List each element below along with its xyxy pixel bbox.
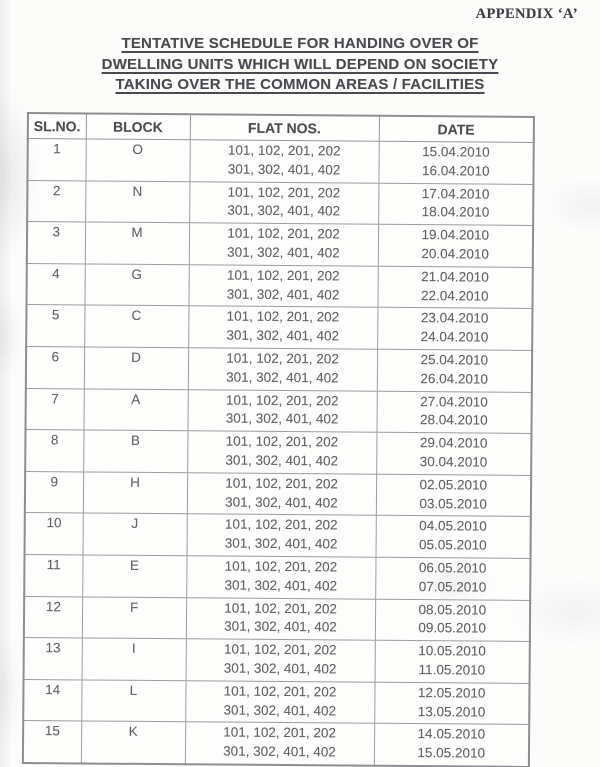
col-header-block: BLOCK [86,113,190,139]
date-line: 28.04.2010 [377,411,531,431]
cell-block: J [83,513,187,555]
flat-line: 101, 102, 201, 202 [186,640,374,660]
cell-flats [189,181,378,224]
col-header-date: DATE [379,115,534,142]
date-line: 23.04.2010 [378,309,532,329]
flat-line: 301, 302, 401, 402 [186,617,374,637]
cell-flats [186,638,375,681]
title-line-1: TENTATIVE SCHEDULE FOR HANDING OVER OF [121,34,478,55]
cell-flats [189,139,378,182]
cell-slno: 7 [26,388,84,430]
cell-flats [187,514,376,557]
table-row [24,637,530,683]
cell-flats [185,722,374,766]
date-line: 15.05.2010 [374,743,528,763]
cell-block: A [84,388,188,430]
table-row [25,429,531,475]
cell-block: N [85,180,189,222]
flat-line: 101, 102, 201, 202 [188,390,376,410]
date-line: 10.05.2010 [375,641,529,661]
cell-slno: 11 [24,554,82,596]
flat-line: 301, 302, 401, 402 [188,409,376,429]
cell-dates [375,557,530,600]
table-row [27,221,533,267]
cell-dates [378,141,533,184]
table-row [23,720,529,766]
col-header-slno: SL.NO. [28,113,86,139]
flat-line: 101, 102, 201, 202 [186,681,374,701]
cell-flats [188,347,377,390]
cell-dates [377,266,532,309]
flat-line: 101, 102, 201, 202 [190,141,378,161]
flat-line: 101, 102, 201, 202 [188,432,376,452]
table-row [24,596,530,642]
date-line: 09.05.2010 [375,619,529,639]
cell-dates [378,224,533,267]
date-line: 24.04.2010 [378,327,532,347]
date-line: 19.04.2010 [378,225,532,245]
flat-line: 101, 102, 201, 202 [189,224,377,244]
cell-slno: 6 [26,346,84,388]
flat-line: 301, 302, 401, 402 [186,700,374,720]
cell-slno: 15 [23,720,81,763]
date-line: 25.04.2010 [377,350,531,370]
flat-line: 301, 302, 401, 402 [188,368,376,388]
cell-dates [374,681,529,724]
date-line: 06.05.2010 [376,558,530,578]
cell-dates [378,182,533,225]
flat-line: 301, 302, 401, 402 [188,451,376,471]
document-title [0,34,600,96]
cell-dates [375,598,530,641]
table-header [28,113,534,142]
date-line: 03.05.2010 [376,494,530,514]
cell-block: D [84,346,188,388]
cell-flats [188,389,377,432]
cell-slno: 3 [27,221,85,263]
flat-line: 101, 102, 201, 202 [186,723,374,743]
flat-line: 101, 102, 201, 202 [188,474,376,494]
cell-block: E [82,554,186,596]
flat-line: 301, 302, 401, 402 [189,243,377,263]
cell-slno: 1 [27,138,85,180]
cell-block: K [81,721,185,764]
cell-slno: 4 [26,263,84,305]
flat-line: 101, 102, 201, 202 [190,182,378,202]
table-row [27,180,533,226]
flat-line: 101, 102, 201, 202 [189,307,377,327]
cell-slno: 14 [23,679,81,721]
flat-line: 101, 102, 201, 202 [187,598,375,618]
cell-dates [375,640,530,683]
title-line-wrap [0,75,600,96]
col-header-flats: FLAT NOS. [190,114,379,141]
cell-dates [377,349,532,392]
date-line: 30.04.2010 [377,452,531,472]
schedule-table [22,112,535,767]
table-body [23,138,534,766]
cell-dates [376,432,531,475]
cell-flats [187,472,376,515]
title-line-2: DWELLING UNITS WHICH WILL DEPEND ON SOCIETY [102,55,499,76]
flat-line: 301, 302, 401, 402 [187,576,375,596]
title-line-3: TAKING OVER THE COMMON AREAS / FACILITIES [115,75,484,96]
flat-line: 301, 302, 401, 402 [187,492,375,512]
title-line-wrap [0,55,600,76]
date-line: 22.04.2010 [378,286,532,306]
date-line: 05.05.2010 [376,535,530,555]
cell-block: B [83,430,187,472]
cell-slno: 5 [26,304,84,346]
cell-flats [185,680,374,723]
cell-dates [376,474,531,517]
cell-block: O [85,138,189,180]
cell-flats [188,306,377,349]
cell-block: M [85,222,189,264]
cell-block: H [83,471,187,513]
date-line: 17.04.2010 [379,184,533,204]
date-line: 18.04.2010 [379,203,533,223]
flat-line: 101, 102, 201, 202 [187,515,375,535]
cell-slno: 13 [24,637,82,679]
date-line: 07.05.2010 [376,577,530,597]
flat-line: 301, 302, 401, 402 [187,534,375,554]
cell-dates [377,307,532,350]
date-line: 08.05.2010 [376,600,530,620]
date-line: 16.04.2010 [379,161,533,181]
date-line: 13.05.2010 [375,702,529,722]
cell-block: C [84,305,188,347]
date-line: 15.04.2010 [379,142,533,162]
flat-line: 301, 302, 401, 402 [185,742,373,762]
date-line: 04.05.2010 [376,517,530,537]
flat-line: 301, 302, 401, 402 [190,201,378,221]
table-row [26,304,532,350]
flat-line: 301, 302, 401, 402 [189,326,377,346]
table-row [26,346,532,392]
cell-slno: 9 [25,471,83,513]
flat-line: 301, 302, 401, 402 [190,160,378,180]
flat-line: 301, 302, 401, 402 [186,659,374,679]
cell-flats [187,430,376,473]
flat-line: 301, 302, 401, 402 [189,284,377,304]
table-row [26,263,532,309]
flat-line: 101, 102, 201, 202 [189,266,377,286]
header-row [28,113,534,142]
cell-dates [374,723,529,766]
cell-block: L [81,679,185,721]
cell-slno: 12 [24,596,82,638]
cell-block: G [84,263,188,305]
cell-slno: 2 [27,180,85,222]
cell-block: F [82,596,186,638]
cell-dates [376,390,531,433]
table-row [25,471,531,517]
date-line: 02.05.2010 [377,475,531,495]
date-line: 21.04.2010 [378,267,532,287]
cell-flats [186,555,375,598]
date-line: 26.04.2010 [377,369,531,389]
date-line: 12.05.2010 [375,683,529,703]
date-line: 14.05.2010 [375,725,529,745]
cell-slno: 10 [25,512,83,554]
cell-block: I [82,638,186,680]
flat-line: 101, 102, 201, 202 [187,557,375,577]
table-row [26,388,532,434]
table-row [25,512,531,558]
cell-flats [189,222,378,265]
cell-flats [188,264,377,307]
table-row [23,679,529,725]
title-line-wrap [0,34,600,55]
date-line: 29.04.2010 [377,433,531,453]
date-line: 20.04.2010 [378,244,532,264]
table-row [24,554,530,600]
date-line: 11.05.2010 [375,660,529,680]
appendix-label: APPENDIX ‘A’ [0,0,600,23]
cell-slno: 8 [25,429,83,471]
flat-line: 101, 102, 201, 202 [188,349,376,369]
date-line: 27.04.2010 [377,392,531,412]
cell-dates [376,515,531,558]
cell-flats [186,597,375,640]
table-row [27,138,533,184]
